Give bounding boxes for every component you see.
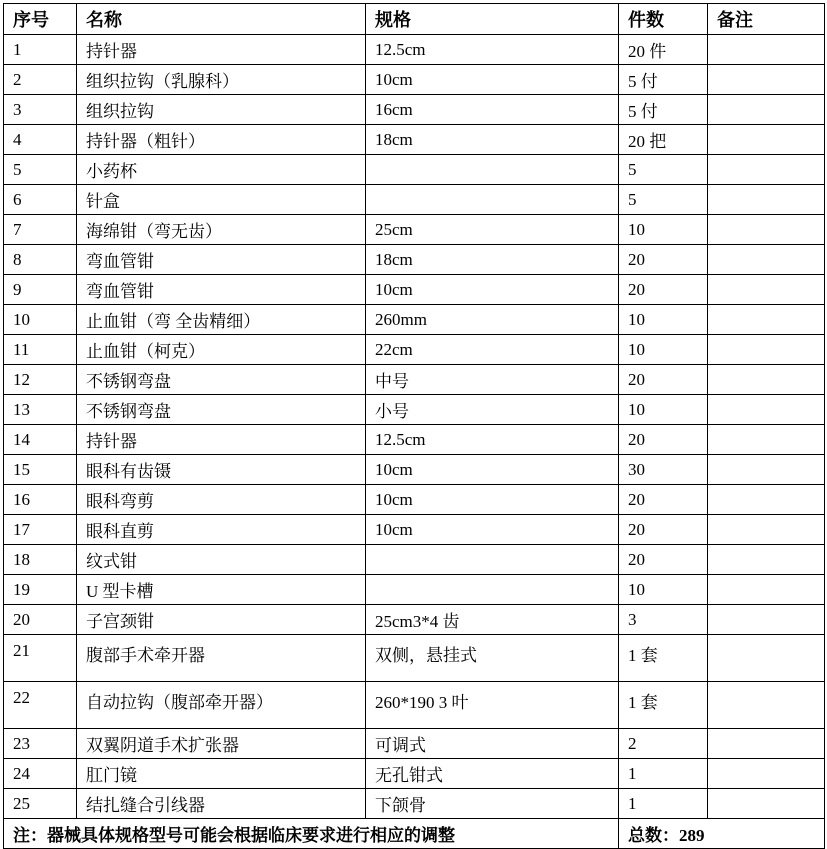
cell-no: 1 bbox=[4, 35, 77, 65]
cell-no: 24 bbox=[4, 759, 77, 789]
cell-remark bbox=[708, 605, 825, 635]
cell-remark bbox=[708, 155, 825, 185]
cell-spec: 12.5cm bbox=[366, 35, 619, 65]
table-row bbox=[4, 575, 825, 605]
cell-no: 23 bbox=[4, 729, 77, 759]
footer-row bbox=[4, 819, 825, 849]
cell-spec: 260*190 3 叶 bbox=[366, 682, 619, 729]
cell-spec: 10cm bbox=[366, 515, 619, 545]
cell-qty: 10 bbox=[619, 215, 708, 245]
cell-name: 小药杯 bbox=[77, 155, 366, 185]
table-row bbox=[4, 789, 825, 819]
cell-no: 15 bbox=[4, 455, 77, 485]
cell-no: 11 bbox=[4, 335, 77, 365]
cell-name: 持针器 bbox=[77, 425, 366, 455]
cell-no: 17 bbox=[4, 515, 77, 545]
cell-spec: 10cm bbox=[366, 455, 619, 485]
cell-spec: 10cm bbox=[366, 485, 619, 515]
cell-no: 10 bbox=[4, 305, 77, 335]
cell-remark bbox=[708, 365, 825, 395]
cell-qty: 5 bbox=[619, 185, 708, 215]
cell-name: 子宫颈钳 bbox=[77, 605, 366, 635]
cell-qty: 10 bbox=[619, 575, 708, 605]
cell-no: 3 bbox=[4, 95, 77, 125]
header-name: 名称 bbox=[77, 4, 366, 35]
cell-no: 6 bbox=[4, 185, 77, 215]
cell-name: 不锈钢弯盘 bbox=[77, 365, 366, 395]
cell-remark bbox=[708, 545, 825, 575]
cell-qty: 20 bbox=[619, 245, 708, 275]
table-body bbox=[4, 35, 825, 819]
cell-remark bbox=[708, 575, 825, 605]
table-row bbox=[4, 155, 825, 185]
cell-qty: 1 套 bbox=[619, 682, 708, 729]
cell-spec: 下颌骨 bbox=[366, 789, 619, 819]
cell-spec: 中号 bbox=[366, 365, 619, 395]
cell-spec: 22cm bbox=[366, 335, 619, 365]
cell-spec: 可调式 bbox=[366, 729, 619, 759]
table-row bbox=[4, 729, 825, 759]
cell-qty: 20 把 bbox=[619, 125, 708, 155]
table-row bbox=[4, 545, 825, 575]
cell-remark bbox=[708, 425, 825, 455]
cell-qty: 20 bbox=[619, 485, 708, 515]
table-row bbox=[4, 35, 825, 65]
cell-remark bbox=[708, 395, 825, 425]
table-header-row bbox=[4, 4, 825, 35]
cell-remark bbox=[708, 95, 825, 125]
table-row bbox=[4, 125, 825, 155]
table-row bbox=[4, 515, 825, 545]
cell-name: 针盒 bbox=[77, 185, 366, 215]
cell-remark bbox=[708, 335, 825, 365]
cell-remark bbox=[708, 759, 825, 789]
cell-no: 19 bbox=[4, 575, 77, 605]
cell-name: U 型卡槽 bbox=[77, 575, 366, 605]
cell-qty: 20 bbox=[619, 545, 708, 575]
cell-name: 眼科弯剪 bbox=[77, 485, 366, 515]
table-row bbox=[4, 635, 825, 682]
header-remark: 备注 bbox=[708, 4, 825, 35]
cell-qty: 3 bbox=[619, 605, 708, 635]
cell-no: 21 bbox=[4, 635, 77, 682]
cell-qty: 5 bbox=[619, 155, 708, 185]
table-row bbox=[4, 682, 825, 729]
cell-qty: 5 付 bbox=[619, 65, 708, 95]
cell-qty: 20 bbox=[619, 515, 708, 545]
cell-qty: 1 bbox=[619, 759, 708, 789]
cell-name: 海绵钳（弯无齿） bbox=[77, 215, 366, 245]
cell-name: 纹式钳 bbox=[77, 545, 366, 575]
cell-qty: 1 套 bbox=[619, 635, 708, 682]
cell-no: 22 bbox=[4, 682, 77, 729]
cell-spec: 18cm bbox=[366, 125, 619, 155]
table-row bbox=[4, 455, 825, 485]
cell-remark bbox=[708, 65, 825, 95]
cell-no: 20 bbox=[4, 605, 77, 635]
cell-spec: 16cm bbox=[366, 95, 619, 125]
cell-spec: 10cm bbox=[366, 65, 619, 95]
cell-spec bbox=[366, 155, 619, 185]
cell-spec bbox=[366, 185, 619, 215]
cell-name: 止血钳（柯克） bbox=[77, 335, 366, 365]
cell-name: 弯血管钳 bbox=[77, 275, 366, 305]
cell-spec: 10cm bbox=[366, 275, 619, 305]
cell-no: 14 bbox=[4, 425, 77, 455]
cell-spec: 双侧，悬挂式 bbox=[366, 635, 619, 682]
cell-remark bbox=[708, 515, 825, 545]
cell-name: 持针器 bbox=[77, 35, 366, 65]
footer-total: 总数：289 bbox=[619, 819, 825, 849]
cell-name: 眼科有齿镊 bbox=[77, 455, 366, 485]
cell-qty: 30 bbox=[619, 455, 708, 485]
cell-spec: 260mm bbox=[366, 305, 619, 335]
instrument-table bbox=[3, 3, 825, 849]
cell-no: 5 bbox=[4, 155, 77, 185]
cell-name: 自动拉钩（腹部牵开器） bbox=[77, 682, 366, 729]
cell-spec: 25cm bbox=[366, 215, 619, 245]
cell-no: 25 bbox=[4, 789, 77, 819]
cell-qty: 20 件 bbox=[619, 35, 708, 65]
cell-qty: 20 bbox=[619, 365, 708, 395]
table-row bbox=[4, 305, 825, 335]
cell-no: 2 bbox=[4, 65, 77, 95]
cell-name: 组织拉钩 bbox=[77, 95, 366, 125]
cell-spec bbox=[366, 575, 619, 605]
cell-name: 组织拉钩（乳腺科） bbox=[77, 65, 366, 95]
cell-name: 弯血管钳 bbox=[77, 245, 366, 275]
header-qty: 件数 bbox=[619, 4, 708, 35]
cell-qty: 20 bbox=[619, 425, 708, 455]
table-row bbox=[4, 95, 825, 125]
cell-name: 持针器（粗针） bbox=[77, 125, 366, 155]
table-row bbox=[4, 65, 825, 95]
cell-qty: 20 bbox=[619, 275, 708, 305]
table-row bbox=[4, 275, 825, 305]
cell-remark bbox=[708, 245, 825, 275]
table-row bbox=[4, 245, 825, 275]
table-row bbox=[4, 485, 825, 515]
header-spec: 规格 bbox=[366, 4, 619, 35]
cell-remark bbox=[708, 275, 825, 305]
table-row bbox=[4, 425, 825, 455]
cell-spec bbox=[366, 545, 619, 575]
cell-spec: 12.5cm bbox=[366, 425, 619, 455]
cell-no: 13 bbox=[4, 395, 77, 425]
table-row bbox=[4, 365, 825, 395]
cell-qty: 1 bbox=[619, 789, 708, 819]
cell-remark bbox=[708, 305, 825, 335]
cell-spec: 小号 bbox=[366, 395, 619, 425]
cell-name: 肛门镜 bbox=[77, 759, 366, 789]
cell-remark bbox=[708, 635, 825, 682]
footer-note: 注：器械具体规格型号可能会根据临床要求进行相应的调整 bbox=[4, 819, 619, 849]
cell-remark bbox=[708, 35, 825, 65]
table-row bbox=[4, 395, 825, 425]
cell-no: 18 bbox=[4, 545, 77, 575]
table-row bbox=[4, 759, 825, 789]
cell-remark bbox=[708, 455, 825, 485]
table-row bbox=[4, 605, 825, 635]
cell-remark bbox=[708, 215, 825, 245]
cell-no: 8 bbox=[4, 245, 77, 275]
cell-name: 腹部手术牵开器 bbox=[77, 635, 366, 682]
cell-remark bbox=[708, 485, 825, 515]
cell-spec: 25cm3*4 齿 bbox=[366, 605, 619, 635]
table-row bbox=[4, 185, 825, 215]
cell-no: 7 bbox=[4, 215, 77, 245]
cell-qty: 10 bbox=[619, 335, 708, 365]
cell-remark bbox=[708, 125, 825, 155]
cell-name: 双翼阴道手术扩张器 bbox=[77, 729, 366, 759]
table-row bbox=[4, 335, 825, 365]
cell-remark bbox=[708, 729, 825, 759]
table-row bbox=[4, 215, 825, 245]
cell-qty: 5 付 bbox=[619, 95, 708, 125]
cell-no: 16 bbox=[4, 485, 77, 515]
cell-name: 结扎缝合引线器 bbox=[77, 789, 366, 819]
cell-qty: 10 bbox=[619, 395, 708, 425]
cell-remark bbox=[708, 682, 825, 729]
cell-remark bbox=[708, 789, 825, 819]
cell-no: 12 bbox=[4, 365, 77, 395]
cell-remark bbox=[708, 185, 825, 215]
cell-name: 不锈钢弯盘 bbox=[77, 395, 366, 425]
cell-qty: 10 bbox=[619, 305, 708, 335]
cell-spec: 无孔钳式 bbox=[366, 759, 619, 789]
cell-no: 4 bbox=[4, 125, 77, 155]
cell-name: 止血钳（弯 全齿精细） bbox=[77, 305, 366, 335]
cell-no: 9 bbox=[4, 275, 77, 305]
cell-qty: 2 bbox=[619, 729, 708, 759]
cell-spec: 18cm bbox=[366, 245, 619, 275]
header-no: 序号 bbox=[4, 4, 77, 35]
cell-name: 眼科直剪 bbox=[77, 515, 366, 545]
